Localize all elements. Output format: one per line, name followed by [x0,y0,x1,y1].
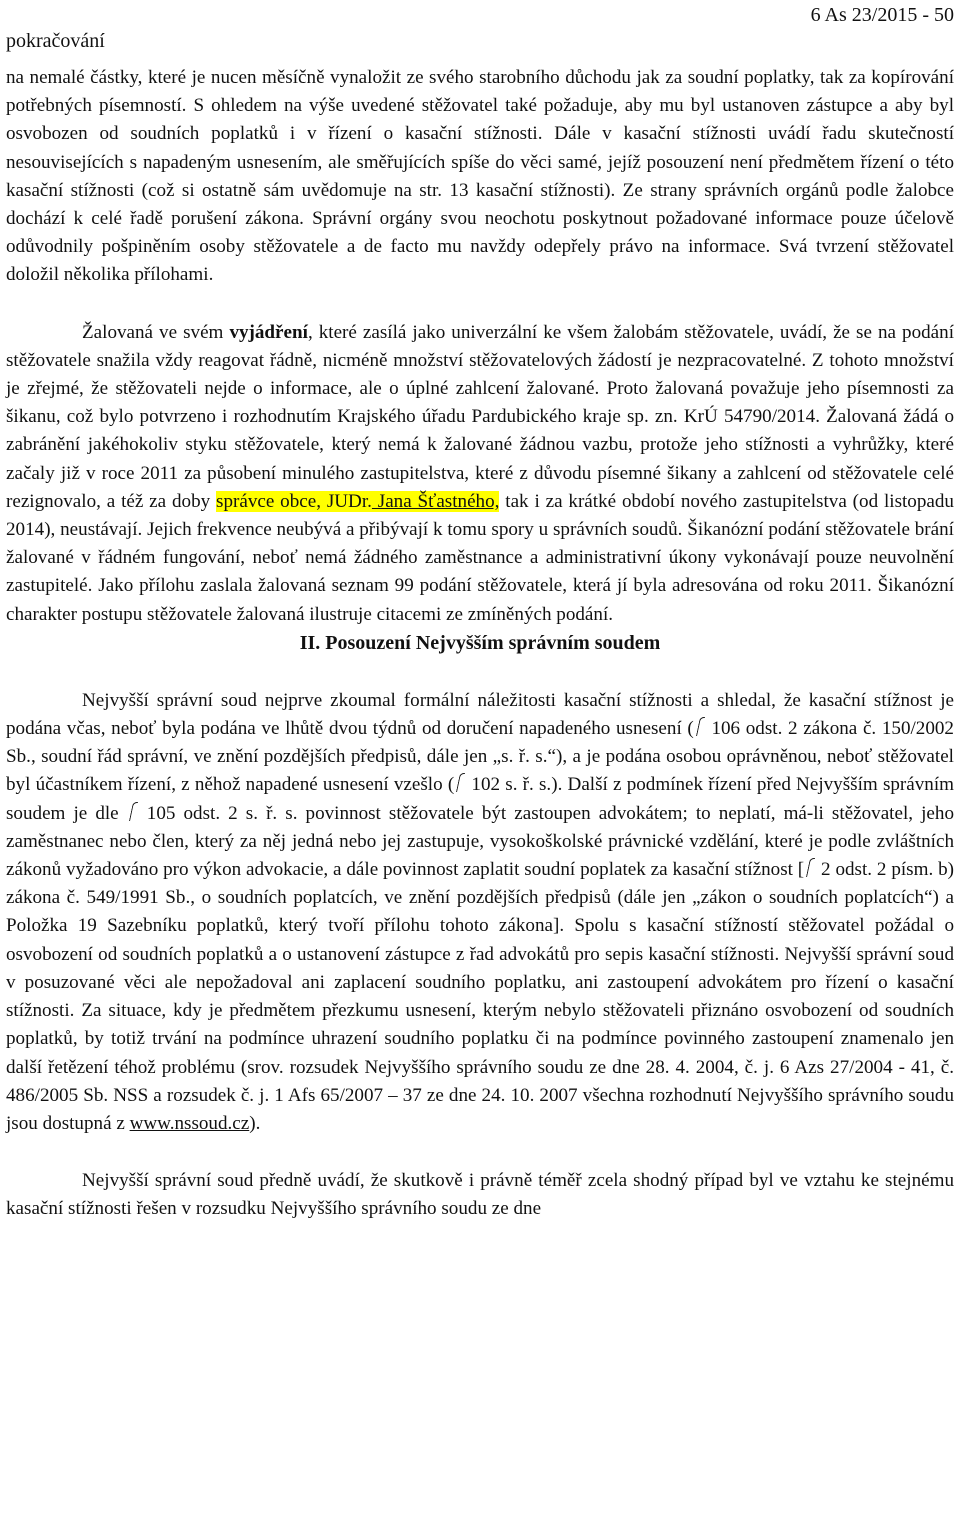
section-sign-icon [694,716,706,738]
paragraph-3-text-3: 102 s. ř. s.). Další z podmínek řízení před Nejvyšším správním soudem je dle [6,774,954,824]
paragraph-3-text-4: 105 odst. 2 s. ř. s. povinnost stěžovatele být zastoupen advokátem; to neplatí, má-li stěžovatel, jeho zaměstnanec nebo člen, který za něj jedná nebo jej zastupuje, vysokoškolské právnické vzdělání, které je podle zvláštních zákonů vyžadováno pro výkon advokacie, a dále povinnost zaplatit soudní poplatek za kasační stížnost [ [6,802,954,881]
highlighted-text: správce obce, JUDr. [216,490,372,512]
paragraph-2-text-c: tak i za krátké období nového zastupitelstva (od listopadu 2014), neustávají. Jejich frekvence neubývá a přibývají k tomu spory u správních soudů. Šikanózní podání stěžovatele brání žalované v řádném fungování, neboť nemá žádného zaměstnance a administrativní úkony vykonávají pouze neuvolnění zastupitelé. Jako přílohu zaslala žalovaná seznam 99 podání stěžovatele, která jí byla adresována od roku 2011. Šikanózní charakter postupu stěžovatele žalovaná ilustruje citacemi ze zmíněných podání. [6,490,954,625]
page-header [6,2,954,62]
section-sign-icon [127,801,139,823]
continuation-label: pokračování [6,30,105,52]
section-sign-icon [454,772,466,794]
paragraph-1: na nemalé částky, které je nucen měsíčně vynaložit ze svého starobního důchodu jak za soudní poplatky, tak za kopírování potřebných písemností. S ohledem na výše uvedené stěžovatel také požaduje, aby mu byl ustanoven zástupce a aby byl osvobozen od soudních poplatků i v řízení o kasační stížnosti. Dále v kasační stížnosti uvádí řadu skutečností nesouvisejících s napadeným usnesením, ale směřujících spíše do věci samé, jejíž posouzení není předmětem řízení o této kasační stížnosti (což si ostatně sám uvědomuje na str. 13 kasační stížnosti). Ze strany správních orgánů podle žalobce dochází k celé řadě porušení zákona. Správní orgány svou neochotu poskytnout požadované informace pouze účelově odůvodnily pošpiněním osoby stěžovatele a de facto mu navždy odepřely právo na informace. Svá tvrzení stěžovatel doložil několika přílohami. [6,67,954,286]
nssoud-link[interactable]: www.nssoud.cz [129,1112,250,1134]
bold-term-vyjadreni: vyjádření [229,321,308,343]
case-reference: 6 As 23/2015 - 50 [810,4,954,26]
paragraph-3 [6,687,954,1138]
section-title: Posouzení Nejvyšším správním soudem [325,631,661,654]
paragraph-2-text-b: , které zasílá jako univerzální ke všem žalobám stěžovatele, uvádí, že se na podání stěžovatele snažila vždy reagovat řádně, nicméně množství stěžovatelových žádostí je nezpracovatelné. Z tohoto množství je zřejmé, že stěžovateli nejde o informace, ale o úplné zahlcení žalované. Proto žalovaná považuje jeho písemnosti za šikanu, což bylo potvrzeno i rozhodnutím Krajského úřadu Pardubického kraje sp. zn. KrÚ 54790/2014. Žalovaná žádá o zabránění jakéhokoliv styku stěžovatele, který nemá k žalované žádnou vazbu, protože jeho stížnosti a vyhrůžky, které začaly již v roce 2011 za působení minulého zastupitelstva, které z důvodu písemné šikany a zahlcení od stěžovatele celé rezignovalo, a též za doby [6,321,954,512]
paragraph-3-text-1: Nejvyšší správní soud nejprve zkoumal formální náležitosti kasační stížnosti a shledal, že kasační stížnost je podána včas, neboť byla podána ve lhůtě dvou týdnů od doručení napadeného usnesení ( [6,689,954,740]
paragraph-3-text-6: ). [249,1112,261,1134]
underlined-name: Jana Šťastného, [371,490,500,512]
document-body [6,64,954,1224]
paragraph-2-text-a: Žalovaná ve svém [82,321,230,343]
paragraph-3-text-5: 2 odst. 2 písm. b) zákona č. 549/1991 Sb., o soudních poplatcích, ve znění pozdějších předpisů (dále jen „zákon o soudních poplatcích“) a Položka 19 Sazebníku poplatků, který tvoří přílohu tohoto zákona]. Spolu s kasační stížností stěžovatel požádal o osvobození od soudních poplatků a o ustanovení zástupce z řad advokátů pro sepis kasační stížnosti. Nejvyšší správní soud v posuzované věci ale nepožadoval ani zaplacení soudního poplatku, ani zastoupení advokátem pro řízení o kasační stížnosti. Za situace, kdy je předmětem přezkumu usnesení, kterým nebylo stěžovateli přiznáno osvobození od soudních poplatků, by totiž trvání na podmínce uhrazení soudního poplatku či na podmínce povinného zastoupení znamenalo jen další řetězení téhož problému (srov. rozsudek Nejvyššího správního soudu ze dne 28. 4. 2004, č. j. 6 Azs 27/2004 - 41, č. 486/2005 Sb. NSS a rozsudek č. j. 1 Afs 65/2007 – 37 ze dne 24. 10. 2007 všechna rozhodnutí Nejvyššího správního soudu jsou dostupná z [6,859,954,1134]
paragraph-4: Nejvyšší správní soud předně uvádí, že skutkově i právně téměř zcela shodný případ byl ve vztahu ke stejnému kasační stížnosti řešen v rozsudku Nejvyššího správního soudu ze dne [6,1170,954,1220]
section-heading [6,629,954,657]
section-number: II. [299,631,321,654]
paragraph-2 [6,319,954,629]
paragraph-3-text-2: 106 odst. 2 zákona č. 150/2002 Sb., soudní řád správní, ve znění pozdějších předpisů, dále jen „s. ř. s.“), a je podána osobou oprávněnou, neboť stěžovatel byl účastníkem řízení, z něhož napadené usnesení vzešlo ( [6,718,954,796]
section-sign-icon [804,857,816,879]
